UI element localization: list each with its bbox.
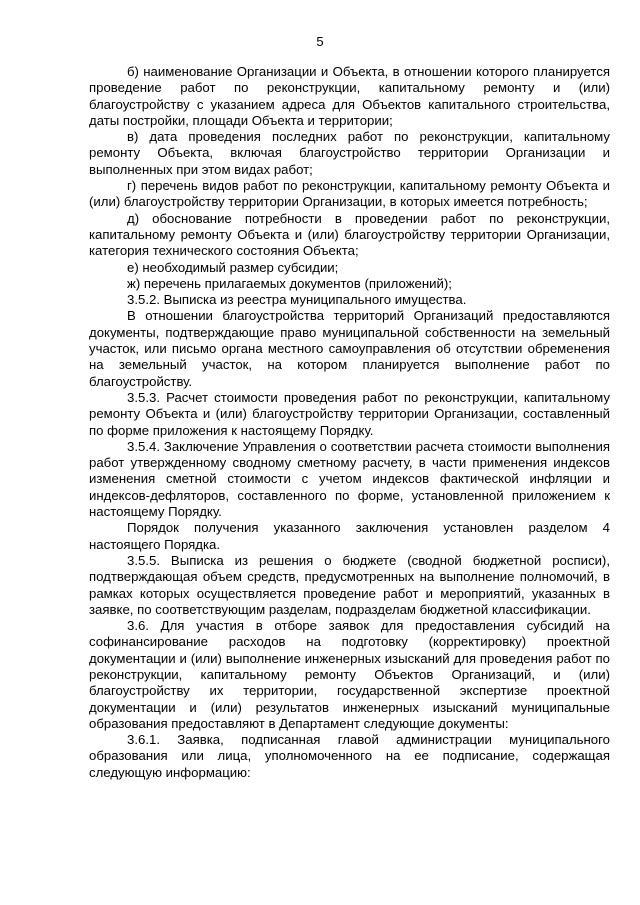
paragraph-item-g: г) перечень видов работ по реконструкции, капитальному ремонту Объекта и (или) благоустройству территории Организации, в которых имеется потребность; — [89, 178, 610, 210]
paragraph-item-v: в) дата проведения последних работ по реконструкции, капитальному ремонту Объекта, включая благоустройство территории Организации и выполненных при этом видах работ; — [89, 129, 610, 177]
paragraph-3-5-2: 3.5.2. Выписка из реестра муниципального имущества. — [127, 292, 467, 308]
page-number: 5 — [316, 34, 324, 49]
paragraph-3-6: 3.6. Для участия в отборе заявок для предоставления субсидий на софинансирование расходов на подготовку (корректировку) проектной документации и (или) выполнение инженерных изысканий для проведения работ по реконструкции, капитальному ремонту Объектов Организаций, и (или) благоустройству их территории, государственной экспертизе проектной документации и (или) результатов инженерных изысканий муниципальные образования предоставляют в Департамент следующие документы: — [89, 618, 610, 731]
paragraph-item-b: б) наименование Организации и Объекта, в отношении которого планируется проведение работ по реконструкции, капитальному ремонту и (или) благоустройству с указанием адреса для Объектов капитального строительства, даты постройки, площади Объекта и территории; — [89, 64, 610, 128]
document-body — [89, 64, 610, 781]
paragraph-landscaping-documents: В отношении благоустройства территорий Организаций предоставляются документы, подтверждающие право муниципальной собственности на земельный участок, или письмо органа местного самоуправления об отсутствии обременения на земельный участок, на котором планируется выполнение работ по благоустройству. — [89, 308, 610, 389]
paragraph-3-5-3: 3.5.3. Расчет стоимости проведения работ по реконструкции, капитальному ремонту Объекта и (или) благоустройству территории Организации, составленный по форме приложения к настоящему Порядку. — [89, 389, 610, 438]
paragraph-3-5-4: 3.5.4. Заключение Управления о соответствии расчета стоимости выполнения работ утвержденному сводному сметному расчету, в части применения индексов изменения сметной стоимости с учетом индексов фактической инфляции и индексов-дефляторов, составленного по форме, установленной приложением к настоящему Порядку. — [89, 438, 610, 520]
paragraph-3-6-1: 3.6.1. Заявка, подписанная главой администрации муниципального образования или лица, уполномоченного на ее подписание, содержащая следующую информацию: — [89, 732, 610, 780]
paragraph-item-e: е) необходимый размер субсидии; — [127, 259, 339, 275]
paragraph-conclusion-procedure: Порядок получения указанного заключения установлен разделом 4 настоящего Порядка. — [89, 520, 610, 552]
paragraph-item-d: д) обоснование потребности в проведении работ по реконструкции, капитальному ремонту Объекта и (или) благоустройству территории Организации, категория технического состояния Объекта; — [89, 210, 610, 259]
paragraph-3-5-5: 3.5.5. Выписка из решения о бюджете (сводной бюджетной росписи), подтверждающая объем средств, предусмотренных на выполнение полномочий, в рамках которых осуществляется проведение работ и мероприятий, указанных в заявке, по соответствующим разделам, подразделам бюджетной классификации. — [89, 552, 610, 617]
paragraph-item-zh: ж) перечень прилагаемых документов (приложений); — [127, 275, 452, 291]
